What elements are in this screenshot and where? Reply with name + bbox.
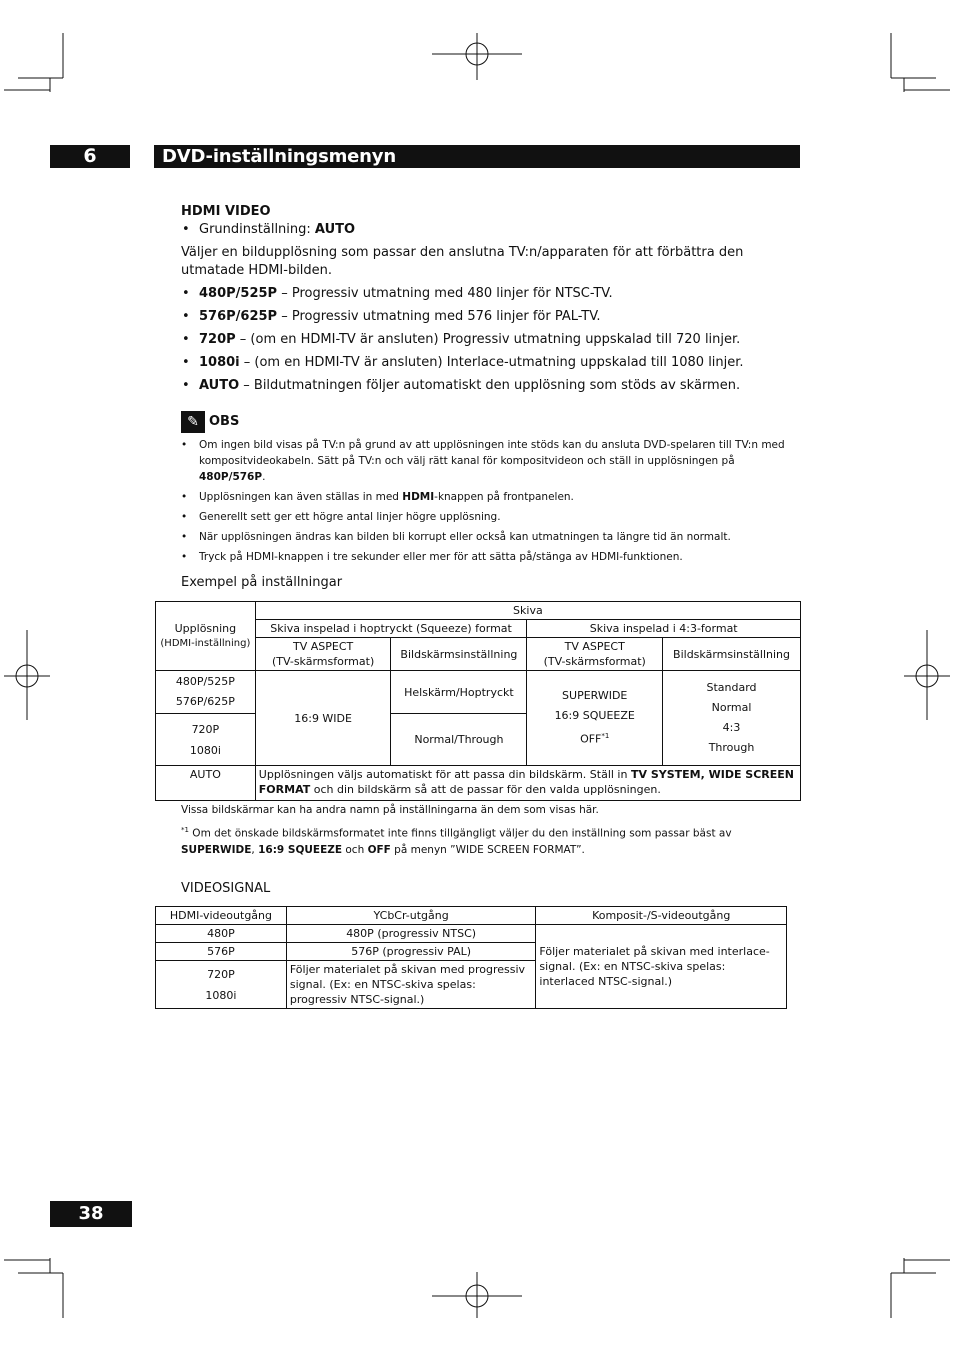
col-hdmi: HDMI-videoutgång [156,907,287,925]
tv-aspect: TV ASPECT [293,640,354,653]
option-text: – (om en HDMI-TV är ansluten) Progressiv utmatning uppskalad till 720 linjer. [235,332,741,347]
note-text: När upplösningen ändras kan bilden bli korrupt eller också kan utmatningen ta längre tid än normalt. [199,531,731,543]
footnote-text: och [342,843,368,856]
res-720: 720P [207,967,235,981]
option-key: 1080i [199,355,240,370]
footnote-mark: *1 [181,826,189,834]
normal-through-cell: Normal/Through [391,714,527,766]
videosignal-heading: VIDEOSIGNAL [181,881,271,896]
chapter-title: DVD-inställningsmenyn [162,146,396,167]
squeeze-header: Skiva inspelad i hoptryckt (Squeeze) format [255,620,527,638]
progressive-cell: Följer materialet på skivan med progressiv signal. (Ex: en NTSC-skiva spelas: progressiv NTSC-signal.) [286,961,536,1009]
option-text: – (om en HDMI-TV är ansluten) Interlace-utmatning uppskalad till 1080 linjer. [239,355,744,370]
option-text: – Progressiv utmatning med 576 linjer för PAL-TV. [277,309,601,324]
list-item [181,489,801,505]
screen-setting-header-2: Bildskärmsinställning [663,638,801,671]
row-480: 480P [156,925,287,943]
format43-cell [663,671,801,766]
ratio43: 4:3 [722,721,741,734]
list-item [181,377,801,395]
tv-aspect-sub: (TV-skärmsformat) [271,655,375,668]
note-tail: -knappen på frontpanelen. [434,491,574,503]
footnote-bold: 16:9 SQUEEZE [258,843,343,856]
col-ycbcr: YCbCr-utgång [286,907,536,925]
note-tail: . [262,471,266,483]
footnote-text: , [251,843,259,856]
note-bold: 480P/576P [199,471,263,483]
screen-setting-header: Bildskärmsinställning [391,638,527,671]
list-item [181,331,801,349]
hdmi-video-heading: HDMI VIDEO [181,204,271,219]
footnote-text: Om det önskade bildskärmsformatet inte finns tillgängligt väljer du den inställning som passar bäst av [188,827,732,840]
option-key: AUTO [199,378,240,393]
resolution-sub: (HDMI-inställning) [160,638,251,649]
list-item [181,308,801,326]
list-item [181,354,801,372]
squeeze-cell [527,671,663,766]
list-item [181,285,801,303]
off-sup: *1 [601,732,610,741]
note-text: Generellt sett ger ett högre antal linjer högre upplösning. [199,511,501,523]
hdmi-options-list [181,285,801,395]
default-prefix: Grundinställning: [199,222,315,237]
row-576-ycbcr: 576P (progressiv PAL) [286,943,536,961]
auto-text: Upplösningen väljs automatiskt för att passa din bildskärm. Ställ in [258,768,631,781]
bullet: • [182,222,190,237]
footnotes [181,802,801,858]
off-line [530,726,659,750]
col-composite: Komposit-/S-videoutgång [536,907,787,925]
option-text: – Bildutmatningen följer automatiskt den upplösning som stöds av skärmen. [239,378,741,393]
page-number: 38 [50,1201,132,1227]
videosignal-table [155,906,787,1009]
list-item [181,509,801,525]
auto-bold: TV SYSTEM, WIDE SCREEN FORMAT [258,768,794,796]
res-720: 720P [191,722,220,736]
footnote-line: Vissa bildskärmar kan ha andra namn på inställningarna än dem som visas här. [181,804,599,816]
footnote-bold: SUPERWIDE [181,843,252,856]
res-1080: 1080i [205,988,237,1002]
res-480: 480P/525P [175,675,235,688]
default-value: AUTO [314,222,356,237]
list-item [181,437,801,485]
option-key: 720P [199,332,236,347]
footnote-text: på menyn ”WIDE SCREEN FORMAT”. [390,843,585,856]
list-item [181,529,801,545]
auto-tail: och din bildskärm så att de passar för den valda upplösningen. [310,783,661,796]
footnote-1 [181,822,801,858]
option-key: 480P/525P [199,286,278,301]
note-bold: HDMI [402,491,435,503]
format43-header: Skiva inspelad i 4:3-format [527,620,801,638]
note-text: Tryck på HDMI-knappen i tre sekunder eller mer för att sätta på/stänga av HDMI-funktionen. [199,551,683,563]
fullscreen-cell: Helskärm/Hoptryckt [391,671,527,714]
option-text: – Progressiv utmatning med 480 linjer för NTSC-TV. [277,286,613,301]
disc-header: Skiva [255,602,800,620]
auto-description [255,766,800,801]
resolution-header-cell [156,602,256,671]
default-setting [181,221,801,239]
squeeze: 16:9 SQUEEZE [554,709,635,723]
res-1080: 1080i [189,743,221,757]
chapter-gap [130,145,154,168]
pencil-note-icon: ✎ [181,411,205,433]
normal: Normal [711,701,752,714]
list-item [181,549,801,565]
hdmi-video-intro: Väljer en bildupplösning som passar den anslutna TV:n/apparaten för att förbättra den utmatade HDMI-bilden. [181,245,744,278]
chapter-number: 6 [83,145,97,167]
standard: Standard [706,681,757,694]
examples-table [155,601,801,801]
off: OFF [580,732,602,746]
row-480-ycbcr: 480P (progressiv NTSC) [286,925,536,943]
superwide: SUPERWIDE [562,689,628,703]
hdmi-video-section [181,203,801,400]
res-720-1080-cell [156,714,256,766]
obs-label: OBS [209,414,240,429]
interlace-cell: Följer materialet på skivan med interlace-signal. (Ex: en NTSC-skiva spelas: interlaced NTSC-signal.) [536,925,787,1009]
footnote-bold: OFF [367,843,391,856]
row-720-1080 [156,961,287,1009]
row-576: 576P [156,943,287,961]
resolution-header: Upplösning [174,622,237,635]
res-576: 576P/625P [175,695,235,708]
tv-aspect-header [255,638,391,671]
res-480-576-cell [156,671,256,714]
through: Through [708,741,755,754]
tv-aspect: TV ASPECT [564,640,625,653]
tv-aspect-header-2 [527,638,663,671]
examples-heading: Exempel på inställningar [181,575,343,590]
obs-notes-list [181,437,801,569]
option-key: 576P/625P [199,309,278,324]
note-text: Om ingen bild visas på TV:n på grund av att upplösningen inte stöds kan du ansluta DVD-spelaren till TV:n med kompositvideokabeln. Sätt på TV:n och välj rätt kanal för kompositvideon och ställ in upplösningen på [199,439,785,467]
wide-cell: 16:9 WIDE [255,671,391,766]
tv-aspect-sub: (TV-skärmsformat) [543,655,646,668]
res-auto-cell: AUTO [156,766,256,801]
note-text: Upplösningen kan även ställas in med [199,491,403,503]
